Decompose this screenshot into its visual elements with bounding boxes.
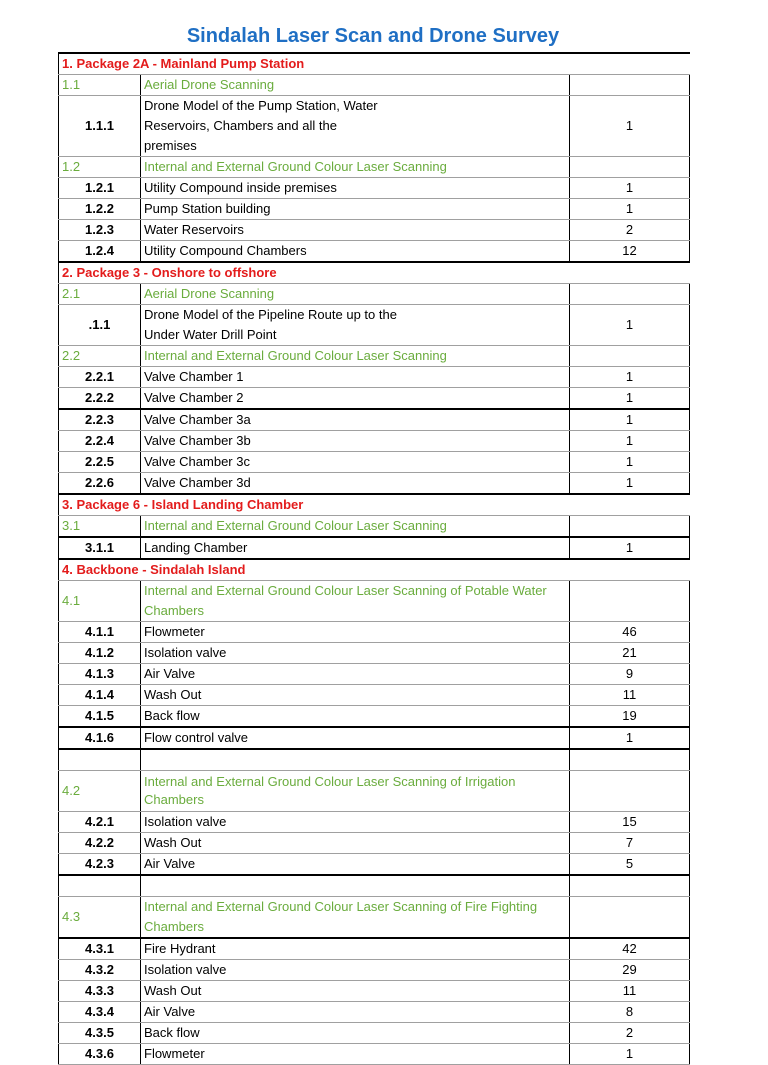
section-qty-cell [570,897,690,939]
item-number: 4.1.2 [59,643,141,664]
section-row [59,581,690,622]
item-number: 4.3.1 [59,938,141,960]
section-label: Internal and External Ground Colour Laser Scanning [141,346,570,367]
item-description: Valve Chamber 3d [141,473,570,495]
table-row [59,664,690,685]
section-row [59,157,690,178]
table-row [59,1023,690,1044]
item-description: Isolation valve [141,812,570,833]
blank-cell [59,875,141,897]
item-description: Drone Model of the Pipeline Route up to the Under Water Drill Point [141,305,570,346]
package-label: 1. Package 2A - Mainland Pump Station [59,53,690,75]
item-quantity: 19 [570,706,690,728]
item-quantity: 5 [570,854,690,876]
section-qty-cell [570,157,690,178]
item-number: 1.2.3 [59,220,141,241]
item-description: Flowmeter [141,622,570,643]
blank-cell [570,875,690,897]
item-quantity: 12 [570,241,690,263]
item-description: Water Reservoirs [141,220,570,241]
item-description: Wash Out [141,981,570,1002]
table-row [59,1002,690,1023]
table-row [59,981,690,1002]
item-quantity: 11 [570,981,690,1002]
item-quantity: 21 [570,643,690,664]
table-row [59,537,690,559]
item-quantity: 8 [570,1002,690,1023]
item-number: 2.2.4 [59,431,141,452]
package-label: 4. Backbone - Sindalah Island [59,559,690,581]
blank-cell [570,749,690,771]
item-description: Air Valve [141,854,570,876]
package-row [59,494,690,516]
table-row [59,96,690,157]
item-description: Fire Hydrant [141,938,570,960]
item-quantity: 1 [570,367,690,388]
item-number: 3.1.1 [59,537,141,559]
item-description: Valve Chamber 1 [141,367,570,388]
table-row [59,388,690,410]
section-label: Internal and External Ground Colour Laser Scanning of Fire Fighting Chambers [141,897,570,939]
section-number: 4.2 [59,771,141,812]
item-quantity: 1 [570,96,690,157]
section-number: 2.2 [59,346,141,367]
item-description: Isolation valve [141,643,570,664]
item-description: Valve Chamber 3c [141,452,570,473]
section-label: Aerial Drone Scanning [141,284,570,305]
section-qty-cell [570,284,690,305]
package-label: 2. Package 3 - Onshore to offshore [59,262,690,284]
item-quantity: 1 [570,199,690,220]
item-description: Landing Chamber [141,537,570,559]
table-row [59,833,690,854]
section-row [59,771,690,812]
item-description: Air Valve [141,1002,570,1023]
item-number: 4.1.5 [59,706,141,728]
section-row [59,516,690,538]
item-number: 2.2.5 [59,452,141,473]
table-row [59,938,690,960]
package-label: 3. Package 6 - Island Landing Chamber [59,494,690,516]
table-row [59,685,690,706]
section-label: Internal and External Ground Colour Laser Scanning [141,157,570,178]
section-number: 1.2 [59,157,141,178]
item-quantity: 9 [570,664,690,685]
section-qty-cell [570,516,690,538]
item-number: 4.3.5 [59,1023,141,1044]
blank-row [59,749,690,771]
item-quantity: 42 [570,938,690,960]
package-row [59,53,690,75]
item-description: Pump Station building [141,199,570,220]
item-description: Back flow [141,706,570,728]
item-number: 4.1.4 [59,685,141,706]
section-label: Internal and External Ground Colour Laser Scanning of Irrigation Chambers [141,771,570,812]
item-quantity: 1 [570,305,690,346]
item-quantity: 1 [570,537,690,559]
item-quantity: 1 [570,473,690,495]
item-quantity: 1 [570,388,690,410]
blank-cell [59,749,141,771]
section-qty-cell [570,581,690,622]
blank-cell [141,749,570,771]
table-row [59,1044,690,1065]
item-number: 4.2.3 [59,854,141,876]
item-number: 1.2.1 [59,178,141,199]
item-description: Air Valve [141,664,570,685]
item-number: 2.2.1 [59,367,141,388]
table-row [59,854,690,876]
item-quantity: 15 [570,812,690,833]
item-number: .1.1 [59,305,141,346]
item-number: 1.1.1 [59,96,141,157]
item-number: 4.3.6 [59,1044,141,1065]
table-row [59,178,690,199]
item-number: 1.2.2 [59,199,141,220]
table-row [59,305,690,346]
section-number: 1.1 [59,75,141,96]
table-row [59,622,690,643]
item-quantity: 11 [570,685,690,706]
package-row [59,559,690,581]
section-number: 2.1 [59,284,141,305]
item-quantity: 1 [570,1044,690,1065]
section-qty-cell [570,346,690,367]
table-row [59,409,690,431]
table-row [59,727,690,749]
item-description: Back flow [141,1023,570,1044]
item-quantity: 2 [570,1023,690,1044]
table-row [59,431,690,452]
table-row [59,452,690,473]
table-row [59,960,690,981]
item-number: 2.2.6 [59,473,141,495]
item-number: 4.1.6 [59,727,141,749]
item-description: Valve Chamber 2 [141,388,570,410]
item-description: Flow control valve [141,727,570,749]
item-number: 4.1.1 [59,622,141,643]
section-label: Aerial Drone Scanning [141,75,570,96]
item-quantity: 1 [570,452,690,473]
table-row [59,220,690,241]
item-description: Flowmeter [141,1044,570,1065]
section-label: Internal and External Ground Colour Laser Scanning of Potable Water Chambers [141,581,570,622]
section-qty-cell [570,75,690,96]
item-quantity: 7 [570,833,690,854]
item-number: 4.3.2 [59,960,141,981]
table-row [59,367,690,388]
table-row [59,241,690,263]
item-quantity: 1 [570,409,690,431]
item-number: 2.2.2 [59,388,141,410]
item-description: Valve Chamber 3b [141,431,570,452]
item-description: Wash Out [141,833,570,854]
item-quantity: 1 [570,178,690,199]
table-row [59,643,690,664]
item-description: Utility Compound Chambers [141,241,570,263]
item-number: 2.2.3 [59,409,141,431]
table-row [59,473,690,495]
item-description: Utility Compound inside premises [141,178,570,199]
table-row [59,812,690,833]
page-title: Sindalah Laser Scan and Drone Survey [186,25,560,47]
item-number: 4.2.1 [59,812,141,833]
table-row [59,199,690,220]
item-quantity: 2 [570,220,690,241]
item-description: Drone Model of the Pump Station, Water Reservoirs, Chambers and all the premises [141,96,570,157]
item-quantity: 29 [570,960,690,981]
section-number: 4.1 [59,581,141,622]
section-row [59,284,690,305]
blank-row [59,875,690,897]
section-qty-cell [570,771,690,812]
item-number: 4.3.3 [59,981,141,1002]
blank-cell [141,875,570,897]
item-description: Valve Chamber 3a [141,409,570,431]
item-quantity: 1 [570,727,690,749]
item-number: 4.2.2 [59,833,141,854]
section-label: Internal and External Ground Colour Laser Scanning [141,516,570,538]
item-description: Isolation valve [141,960,570,981]
item-description: Wash Out [141,685,570,706]
item-quantity: 46 [570,622,690,643]
section-row [59,75,690,96]
item-number: 4.3.4 [59,1002,141,1023]
item-number: 4.1.3 [59,664,141,685]
section-row [59,897,690,939]
item-quantity: 1 [570,431,690,452]
section-number: 4.3 [59,897,141,939]
table-row [59,706,690,728]
item-number: 1.2.4 [59,241,141,263]
survey-table [58,52,690,1065]
section-row [59,346,690,367]
section-number: 3.1 [59,516,141,538]
package-row [59,262,690,284]
